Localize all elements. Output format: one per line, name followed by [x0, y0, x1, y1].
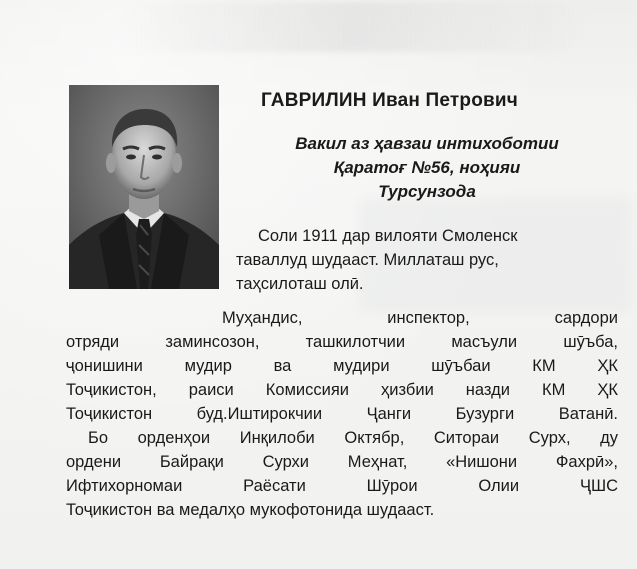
paper-bleed-through — [120, 2, 590, 52]
bio-line: отряди заминсозон, ташкилотчии масъули шӯъба, — [66, 333, 618, 351]
person-name: ГАВРИЛИН Иван Петрович — [261, 90, 519, 111]
bio-line: Соли 1911 дар вилояти Смоленск — [258, 227, 518, 245]
bio-line: Бо орденҳои Инқилоби Октябр, Ситораи Сурх, ду — [88, 429, 618, 447]
bio-line: Тоҷикистон буд.Иштирокчии Ҷанги Бузурги Ватанӣ. — [66, 405, 618, 423]
bio-line: ҷонишини мудир ва мудири шӯъбаи КМ ҲК — [66, 357, 618, 375]
bio-line: таваллуд шудааст. Миллаташ рус, — [236, 251, 499, 269]
subtitle-line: Турсунзода — [378, 182, 476, 201]
bio-line: таҳсилоташ олӣ. — [236, 275, 364, 293]
bio-intro — [236, 224, 618, 296]
bio-line: ордени Байрақи Сурхи Меҳнат, «Нишони Фахрӣ», — [66, 453, 618, 471]
subtitle-line: Қаратоғ №56, ноҳияи — [333, 158, 521, 177]
bio-line: Муҳандис, инспектор, сардори — [222, 309, 618, 327]
bio-line: Тоҷикистон, раиси Комиссияи ҳизбии назди КМ ҲК — [66, 381, 618, 399]
subtitle-line: Вакил аз ҳавзаи интихоботии — [295, 134, 559, 153]
bio-line: Тоҷикистон ва медалҳо мукофотонида шудааст. — [66, 501, 435, 519]
constituency-subtitle — [236, 132, 618, 204]
portrait-photo — [69, 85, 219, 289]
bio-body — [66, 306, 618, 522]
bio-line: Ифтихорномаи Раёсати Шӯрои Олии ҶШС — [66, 477, 618, 495]
portrait-photo-drawing — [69, 85, 219, 289]
